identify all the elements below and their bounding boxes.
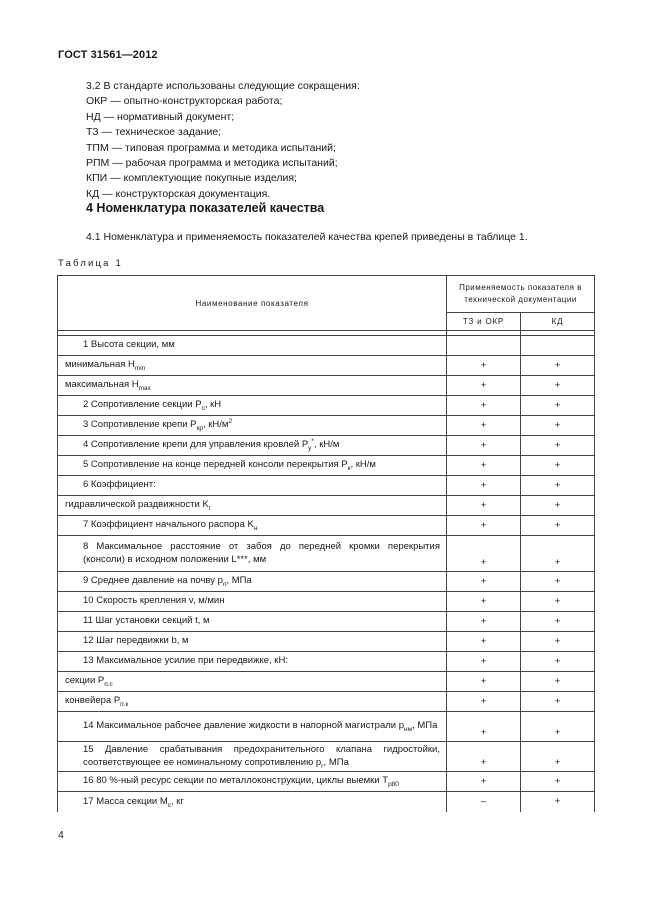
indicator-unit: , МПа <box>226 575 252 587</box>
indicator-name <box>65 541 440 566</box>
indicator-text: конвейера P <box>65 695 121 707</box>
abbreviation-item: КПИ — комплектующие покупные изделия; <box>86 172 297 185</box>
indicator-name-cell <box>58 456 447 476</box>
indicator-name <box>65 775 440 788</box>
column-header-kd: КД <box>521 313 595 331</box>
indicator-subscript: min <box>134 365 146 373</box>
column-header-name: Наименование показателя <box>58 276 447 331</box>
section-heading: 4 Номенклатура показателей качества <box>86 201 325 215</box>
applicability-kd-cell: + <box>521 376 595 396</box>
indicator-text: 13 Максимальное усилие при передвижке, кН: <box>83 655 288 667</box>
page-number: 4 <box>58 829 64 841</box>
applicability-tz-okr-cell: + <box>447 652 521 672</box>
applicability-kd-cell: + <box>521 772 595 792</box>
indicator-name-cell <box>58 396 447 416</box>
indicator-subscript: у <box>308 445 312 453</box>
indicator-unit: , кН/м <box>313 439 340 451</box>
applicability-kd-cell: + <box>521 612 595 632</box>
table-caption: Таблица 1 <box>58 258 123 269</box>
column-header-applicability: Применяемость показателя в технической документации <box>447 276 595 313</box>
applicability-kd-cell: + <box>521 652 595 672</box>
applicability-kd-cell: + <box>521 536 595 572</box>
applicability-tz-okr-cell: + <box>447 436 521 456</box>
applicability-kd-cell: + <box>521 436 595 456</box>
table-row <box>58 356 595 376</box>
applicability-tz-okr-cell: + <box>447 416 521 436</box>
indicator-superscript: 2 <box>228 418 233 426</box>
applicability-kd-cell: + <box>521 632 595 652</box>
table-row <box>58 396 595 416</box>
table-row <box>58 416 595 436</box>
applicability-tz-okr-cell: + <box>447 592 521 612</box>
applicability-tz-okr-cell <box>447 336 521 356</box>
table-row <box>58 536 595 572</box>
table-row <box>58 592 595 612</box>
indicator-text: 7 Коэффициент начального распора K <box>83 519 254 531</box>
indicator-name-cell <box>58 672 447 692</box>
table-row <box>58 376 595 396</box>
standard-designation: ГОСТ 31561—2012 <box>58 49 158 61</box>
abbreviation-item: ОКР — опытно-конструкторская работа; <box>86 95 283 108</box>
indicator-superscript: * <box>311 438 314 446</box>
indicator-name <box>65 655 440 668</box>
indicator-name-cell <box>58 692 447 712</box>
indicator-name <box>65 459 440 472</box>
indicator-unit: , кН/м <box>202 419 229 431</box>
applicability-kd-cell <box>521 336 595 356</box>
table-row <box>58 692 595 712</box>
indicator-name-cell <box>58 436 447 456</box>
indicator-unit: , МПа <box>323 756 349 768</box>
indicator-subscript: max <box>138 385 151 393</box>
applicability-kd-cell: + <box>521 516 595 536</box>
indicator-name-cell <box>58 496 447 516</box>
applicability-kd-cell: + <box>521 592 595 612</box>
indicator-text: 3 Сопротивление крепи P <box>83 419 197 431</box>
indicator-subscript: п <box>222 581 227 589</box>
abbreviations-intro: 3.2 В стандарте использованы следующие сокращения: <box>86 80 360 92</box>
indicator-name <box>65 519 440 532</box>
indicator-unit: , МПа <box>412 720 438 732</box>
abbreviation-item: ТЗ — техническое задание; <box>86 126 222 139</box>
applicability-kd-cell: + <box>521 712 595 742</box>
applicability-tz-okr-cell: + <box>447 742 521 772</box>
applicability-tz-okr-cell: + <box>447 572 521 592</box>
indicator-subscript: п.с <box>104 681 113 689</box>
applicability-kd-cell: + <box>521 792 595 812</box>
applicability-tz-okr-cell: + <box>447 396 521 416</box>
indicator-text: 12 Шаг передвижки b, м <box>83 635 189 647</box>
table-row <box>58 436 595 456</box>
indicator-name-cell <box>58 742 447 772</box>
applicability-tz-okr-cell: + <box>447 692 521 712</box>
indicator-text: минимальная H <box>65 359 135 371</box>
applicability-kd-cell: + <box>521 396 595 416</box>
indicator-name-cell <box>58 516 447 536</box>
indicator-name <box>65 575 440 588</box>
table-row <box>58 516 595 536</box>
applicability-tz-okr-cell: + <box>447 376 521 396</box>
indicator-text: гидравлической раздвижности K <box>65 499 209 511</box>
indicator-name <box>65 595 440 608</box>
abbreviations-list <box>86 79 360 202</box>
indicator-text: 14 Максимальное рабочее давление жидкости в напорной магистрали p <box>83 720 405 732</box>
indicator-name <box>65 359 440 372</box>
indicator-name <box>65 499 440 512</box>
indicator-name <box>65 675 440 688</box>
indicator-name-cell <box>58 572 447 592</box>
indicator-text: 9 Среднее давление на почву p <box>83 575 223 587</box>
table-row <box>58 772 595 792</box>
applicability-tz-okr-cell: – <box>447 792 521 812</box>
indicator-name-cell <box>58 792 447 812</box>
indicator-name-cell <box>58 652 447 672</box>
indicator-text: 8 Максимальное расстояние от забоя до передней кромки перекрытия (консоли) в исходном положении L***, мм <box>83 541 440 565</box>
table-row <box>58 336 595 356</box>
indicator-name-cell <box>58 476 447 496</box>
indicator-name-cell <box>58 356 447 376</box>
table-row <box>58 672 595 692</box>
applicability-tz-okr-cell: + <box>447 476 521 496</box>
indicator-text: 1 Высота секции, мм <box>83 339 175 351</box>
indicator-subscript: п.к <box>120 701 129 709</box>
applicability-tz-okr-cell: + <box>447 536 521 572</box>
indicator-name-cell <box>58 612 447 632</box>
indicator-name-cell <box>58 712 447 742</box>
table-row <box>58 572 595 592</box>
table-row <box>58 712 595 742</box>
applicability-kd-cell: + <box>521 456 595 476</box>
indicator-name <box>65 635 440 648</box>
indicator-name <box>65 399 440 412</box>
indicator-text: 10 Скорость крепления v, м/мин <box>83 595 225 607</box>
indicator-text: 17 Масса секции M <box>83 795 168 807</box>
applicability-tz-okr-cell: + <box>447 496 521 516</box>
indicator-subscript: г <box>208 505 212 513</box>
applicability-tz-okr-cell: + <box>447 456 521 476</box>
applicability-kd-cell: + <box>521 572 595 592</box>
indicator-name <box>65 615 440 628</box>
indicator-name <box>65 479 440 492</box>
indicator-subscript: н <box>253 525 258 533</box>
table-row <box>58 476 595 496</box>
applicability-kd-cell: + <box>521 742 595 772</box>
indicator-subscript: нм <box>404 726 413 734</box>
table-row <box>58 612 595 632</box>
applicability-kd-cell: + <box>521 476 595 496</box>
section-paragraph: 4.1 Номенклатура и применяемость показателей качества крепей приведены в таблице 1. <box>86 231 528 243</box>
applicability-tz-okr-cell: + <box>447 516 521 536</box>
indicator-name <box>65 744 440 769</box>
indicator-unit: , кг <box>170 795 184 807</box>
applicability-kd-cell: + <box>521 692 595 712</box>
indicator-text: 5 Сопротивление на конце передней консоли перекрытия P <box>83 459 348 471</box>
indicator-name <box>65 695 440 708</box>
abbreviation-item: КД — конструкторская документация. <box>86 187 271 200</box>
indicator-name-cell <box>58 536 447 572</box>
applicability-kd-cell: + <box>521 416 595 436</box>
abbreviation-item: ТПМ — типовая программа и методика испытаний; <box>86 141 336 154</box>
indicator-subscript: кр <box>196 425 203 433</box>
applicability-kd-cell: + <box>521 672 595 692</box>
applicability-tz-okr-cell: + <box>447 772 521 792</box>
applicability-tz-okr-cell: + <box>447 632 521 652</box>
indicator-subscript: с <box>167 801 171 809</box>
applicability-kd-cell: + <box>521 496 595 516</box>
indicator-text: 2 Сопротивление секции P <box>83 399 202 411</box>
table-row <box>58 632 595 652</box>
applicability-kd-cell: + <box>521 356 595 376</box>
applicability-tz-okr-cell: + <box>447 356 521 376</box>
indicator-name <box>65 439 440 452</box>
indicator-name-cell <box>58 772 447 792</box>
indicator-name <box>65 796 440 809</box>
abbreviation-item: НД — нормативный документ; <box>86 110 235 123</box>
table-body <box>58 331 595 812</box>
indicator-name-cell <box>58 336 447 356</box>
table-row <box>58 456 595 476</box>
applicability-tz-okr-cell: + <box>447 612 521 632</box>
indicator-name <box>65 339 440 352</box>
indicator-name-cell <box>58 416 447 436</box>
indicator-text: 15 Давление срабатывания предохранительного клапана гидростойки, соответствующее ее номинальному сопротивлению p <box>83 744 440 768</box>
indicator-subscript: г <box>321 762 324 770</box>
indicator-name <box>65 379 440 392</box>
abbreviation-item: РПМ — рабочая программа и методика испытаний; <box>86 157 338 170</box>
indicator-text: секции P <box>65 675 105 687</box>
indicator-name-cell <box>58 592 447 612</box>
column-header-tz-okr: ТЗ и ОКР <box>447 313 521 331</box>
indicator-text: 6 Коэффициент: <box>83 479 156 491</box>
applicability-tz-okr-cell: + <box>447 672 521 692</box>
table-row <box>58 792 595 812</box>
table-row <box>58 496 595 516</box>
indicator-unit: , кН <box>204 399 222 411</box>
indicator-name-cell <box>58 632 447 652</box>
indicator-subscript: c <box>201 405 205 413</box>
applicability-tz-okr-cell: + <box>447 712 521 742</box>
indicator-name <box>65 419 440 432</box>
indicator-text: 16 80 %-ный ресурс секции по металлоконструкции, циклы выемки T <box>83 775 389 787</box>
indicator-text: 11 Шаг установки секций t, м <box>83 615 210 627</box>
table-row <box>58 652 595 672</box>
indicator-subscript: к <box>347 465 351 473</box>
indicator-unit: , кН/м <box>350 459 376 471</box>
indicator-name <box>65 720 440 733</box>
indicator-text: максимальная H <box>65 379 139 391</box>
indicator-name-cell <box>58 376 447 396</box>
indicator-text: 4 Сопротивление крепи для управления кровлей P <box>83 439 309 451</box>
table-row <box>58 742 595 772</box>
quality-indicators-table <box>57 275 595 812</box>
indicator-subscript: р80 <box>388 781 399 789</box>
